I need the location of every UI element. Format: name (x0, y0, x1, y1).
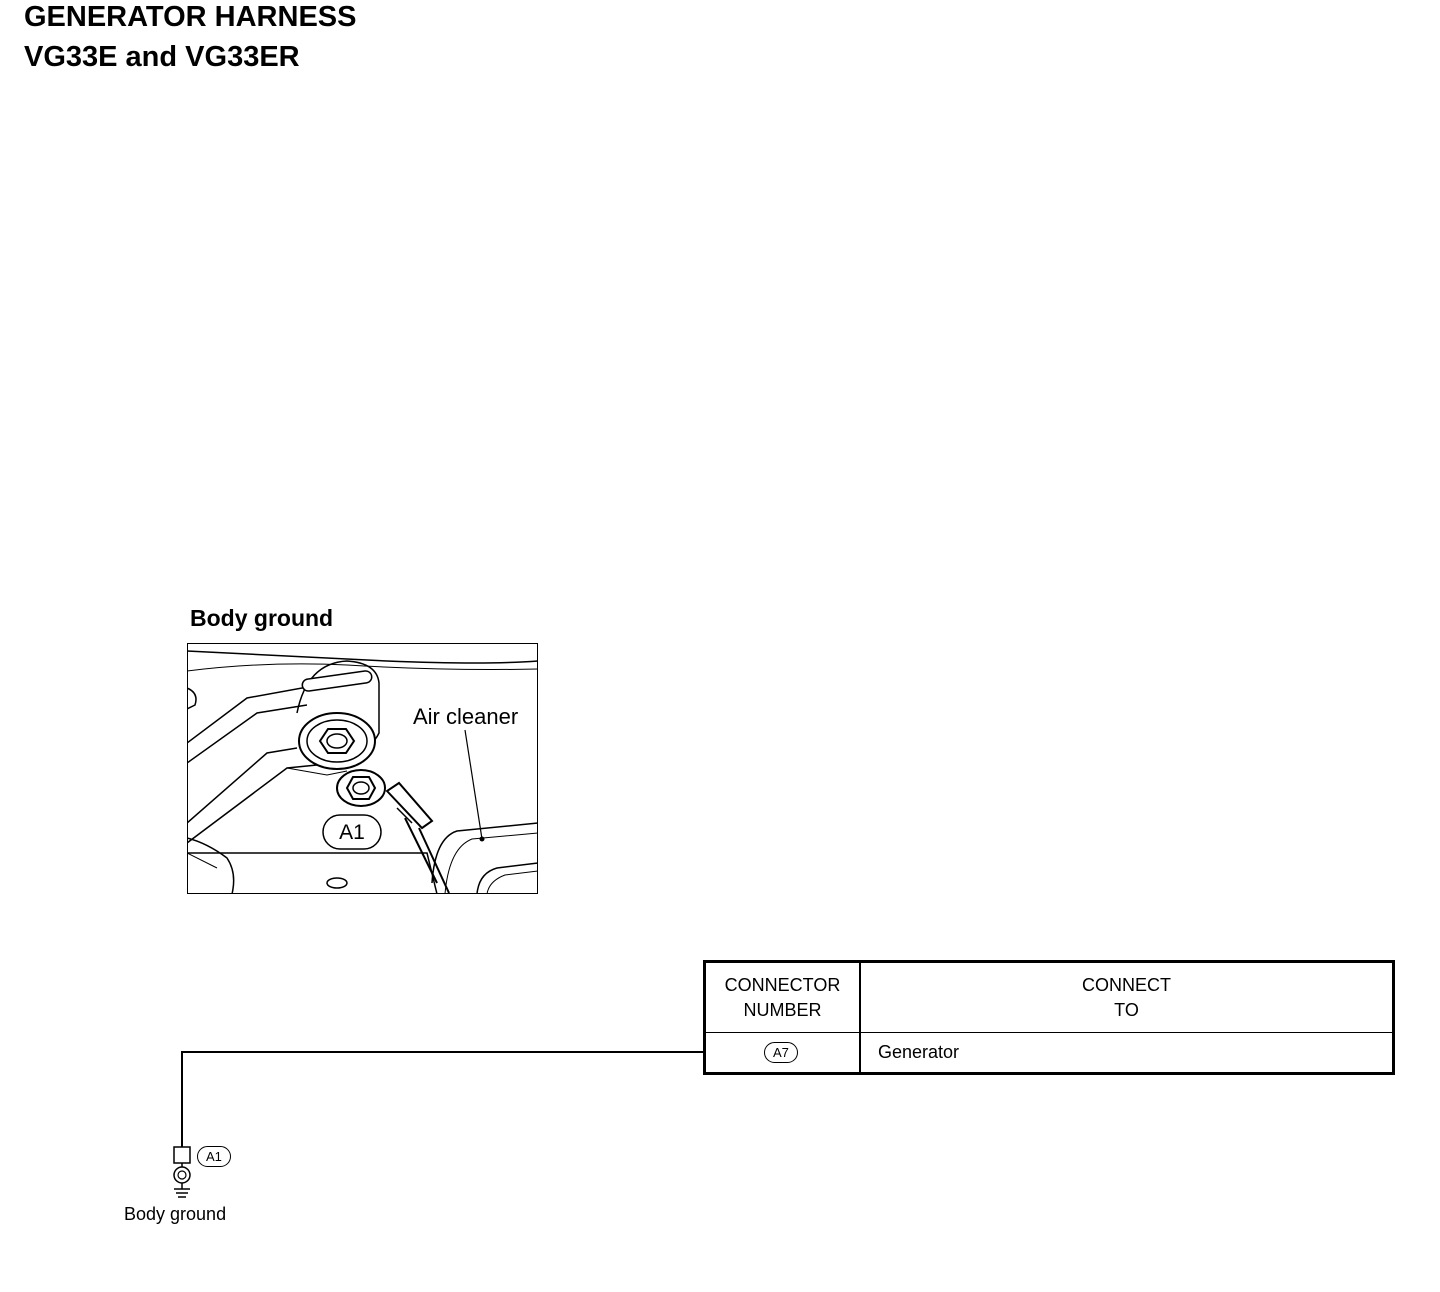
photo-caption: Body ground (190, 605, 334, 631)
ground-label: Body ground (124, 1204, 227, 1224)
table-row-connect-to: Generator (878, 1042, 960, 1062)
ground-symbol-icon (174, 1189, 190, 1197)
ground-eyelet (174, 1167, 190, 1183)
header-col2-line1: CONNECT (1082, 975, 1171, 995)
header-connect-to (861, 973, 1392, 1023)
ground-terminal (174, 1147, 190, 1163)
header-col1-line1: CONNECTOR (724, 975, 841, 995)
page-title: GENERATOR HARNESS (24, 1, 357, 33)
ground-connector-badge (197, 1146, 231, 1167)
header-connector-number (706, 973, 859, 1023)
ground-connector-id: A1 (197, 1146, 231, 1167)
header-col2-line2: TO (1114, 1000, 1139, 1020)
page-subtitle: VG33E and VG33ER (24, 41, 300, 73)
connector-table (703, 960, 1395, 1075)
table-row-connector (764, 1042, 798, 1063)
connector-id: A7 (764, 1042, 798, 1063)
air-cleaner-label: Air cleaner (413, 704, 519, 729)
a1-connector-label: A1 (339, 821, 365, 844)
header-col1-line2: NUMBER (743, 1000, 822, 1020)
